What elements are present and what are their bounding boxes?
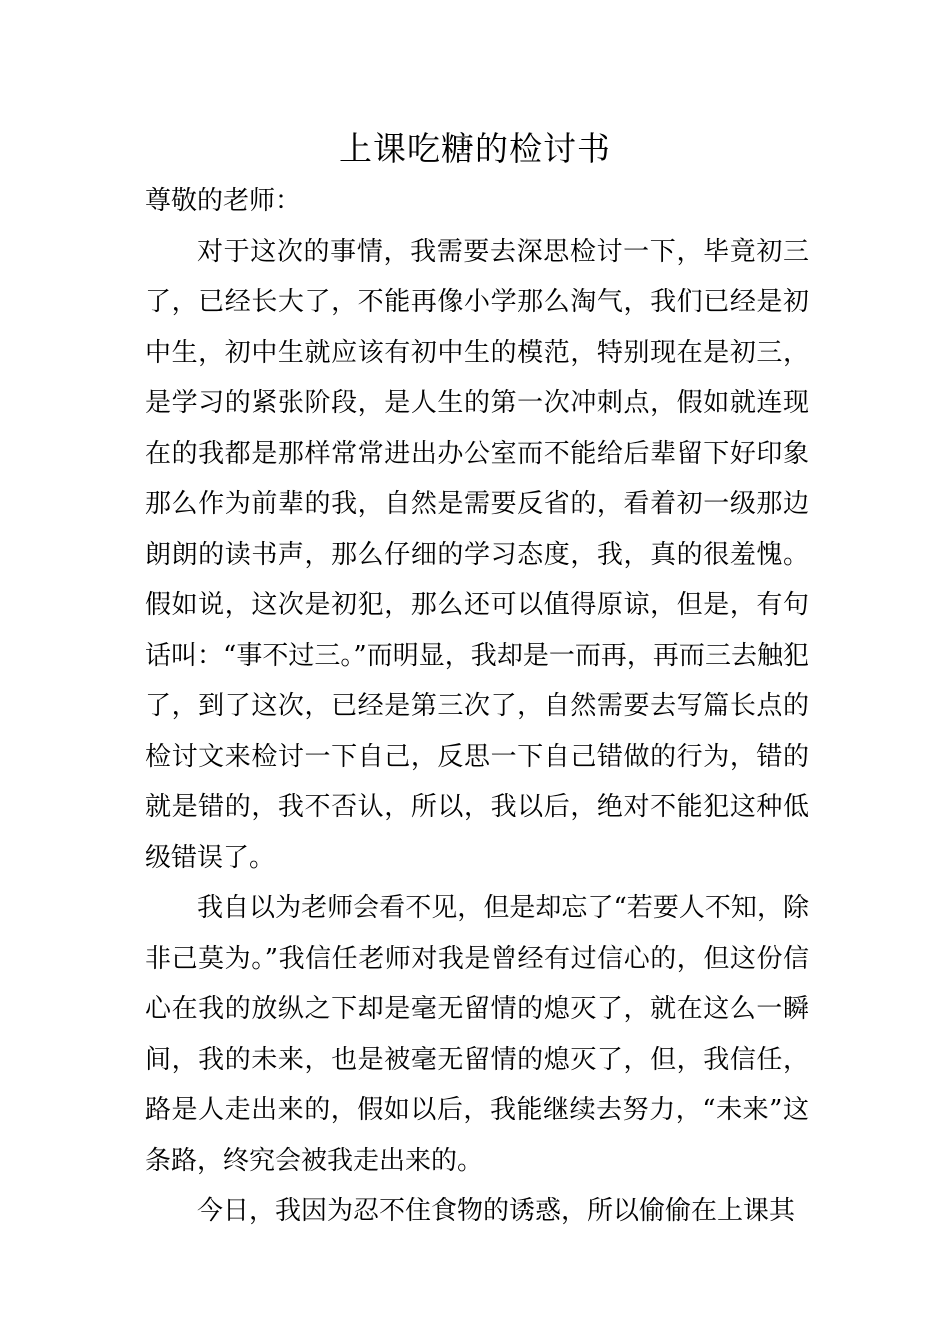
salutation: 尊敬的老师： [145, 186, 302, 216]
document-title: 上课吃糖的检讨书 [339, 129, 611, 168]
paragraph-3: 今日，我因为忍不住食物的诱惑，所以偷偷在上课其 [197, 1196, 796, 1226]
paragraph-2: 我自以为老师会看不见，但是却忘了“若要人不知，除非己莫为。”我信任老师对我是曾经有过信心的，但这份信心在我的放纵之下却是毫无留情的熄灭了，就在这么一瞬间，我的未来，也是被毫无留情的熄灭了，但，我信任，路是人走出来的，假如以后，我能继续去努力，“未来”这条路，终究会被我走出来的。 [145, 893, 809, 1176]
document-body [145, 176, 809, 1237]
paragraph-1: 对于这次的事情，我需要去深思检讨一下，毕竟初三了，已经长大了，不能再像小学那么淘气，我们已经是初中生，初中生就应该有初中生的模范，特别现在是初三，是学习的紧张阶段，是人生的第一次冲刺点，假如就连现在的我都是那样常常进出办公室而不能给后辈留下好印象那么作为前辈的我，自然是需要反省的，看着初一级那边朗朗的读书声，那么仔细的学习态度，我，真的很羞愧。假如说，这次是初犯，那么还可以值得原谅，但是，有句话叫：“事不过三。”而明显，我却是一而再，再而三去触犯了，到了这次，已经是第三次了，自然需要去写篇长点的检讨文来检讨一下自己，反思一下自己错做的行为，错的就是错的，我不否认，所以，我以后，绝对不能犯这种低级错误了。 [145, 236, 809, 873]
